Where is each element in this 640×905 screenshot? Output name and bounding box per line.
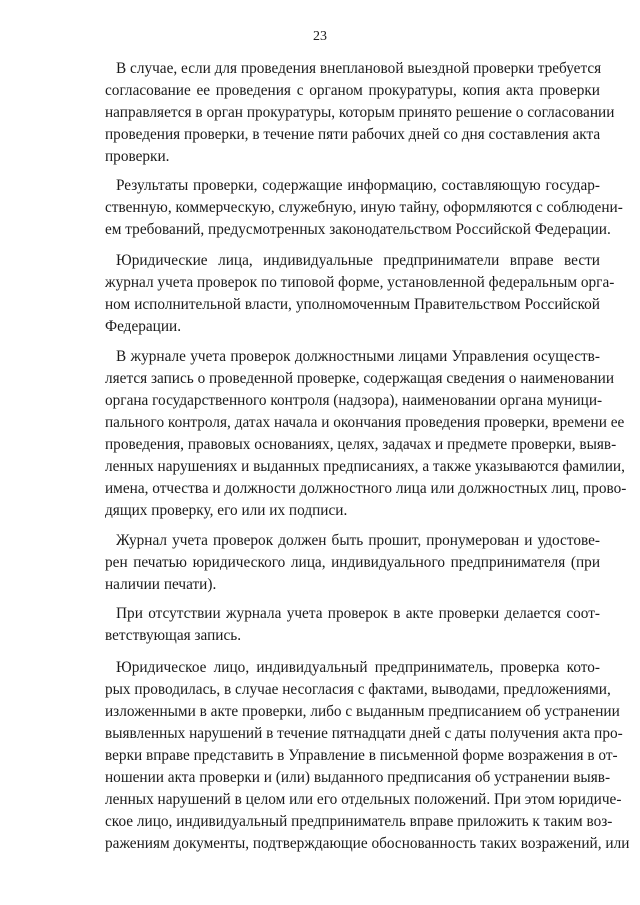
- paragraph-journal-entry-contents: [105, 346, 627, 522]
- paragraph-confidential-results: [105, 175, 623, 241]
- text-line: органа государственного контроля (надзора), наименовании органа муници-: [105, 392, 603, 409]
- text-line: рых проводилась, в случае несогласия с фактами, выводами, предложениями,: [105, 681, 611, 698]
- paragraph-journal-binding: [105, 530, 600, 596]
- paragraph-inspection-copy-to-prosecutor: [105, 58, 615, 168]
- text-line: В журнале учета проверок должностными лицами Управления осуществ-: [116, 348, 600, 365]
- text-line: Юридическое лицо, индивидуальный предприниматель, проверка кото-: [116, 659, 600, 676]
- text-line: ветствующая запись.: [105, 627, 242, 644]
- text-line: ном исполнительной власти, уполномоченным Правительством Российской: [105, 296, 600, 313]
- text-line: рен печатью юридического лица, индивидуального предпринимателя (при: [105, 554, 600, 571]
- text-line: верки вправе представить в Управление в письменной форме возражения в от-: [105, 747, 618, 764]
- text-line: согласование ее проведения с органом прокуратуры, копия акта проверки: [105, 82, 600, 99]
- text-line: Журнал учета проверок должен быть прошит, пронумерован и удостове-: [116, 532, 600, 549]
- paragraph-missing-journal: [105, 603, 600, 647]
- text-line: изложенными в акте проверки, либо с выданным предписанием об устранении: [105, 703, 620, 720]
- page-number: 23: [313, 29, 327, 44]
- text-line: Федерации.: [105, 318, 182, 335]
- text-line: ражениям документы, подтверждающие обоснованность таких возражений, или: [105, 835, 630, 852]
- text-line: ленных нарушений в целом или его отдельных положений. При этом юридиче-: [105, 791, 622, 808]
- text-line: В случае, если для проведения внеплановой выездной проверки требуется: [116, 60, 602, 77]
- text-line: ем требований, предусмотренных законодательством Российской Федерации.: [105, 221, 611, 238]
- text-line: ношении акта проверки и (или) выданного предписания об устранении выяв-: [105, 769, 611, 786]
- text-line: ственную, коммерческую, служебную, иную тайну, оформляются с соблюдени-: [105, 199, 623, 216]
- text-line: Результаты проверки, содержащие информацию, составляющую государ-: [116, 177, 600, 194]
- text-line: проведения проверки, в течение пяти рабочих дней со дня составления акта: [105, 126, 601, 143]
- text-line: Юридические лица, индивидуальные предприниматели вправе вести: [116, 252, 600, 269]
- text-line: журнал учета проверок по типовой форме, установленной федеральным орга-: [105, 274, 615, 291]
- text-line: выявленных нарушений в течение пятнадцати дней с даты получения акта про-: [105, 725, 623, 742]
- text-line: ское лицо, индивидуальный предприниматель вправе приложить к таким воз-: [105, 813, 613, 830]
- paragraph-inspection-journal-right: [105, 250, 615, 338]
- text-line: проведения, правовых основаниях, целях, задачах и предмете проверки, выяв-: [105, 436, 617, 453]
- text-line: наличии печати).: [105, 576, 217, 593]
- text-line: пального контроля, датах начала и окончания проведения проверки, времени ее: [105, 414, 625, 431]
- text-line: При отсутствии журнала учета проверок в акте проверки делается соот-: [116, 605, 600, 622]
- text-line: ленных нарушениях и выданных предписаниях, а также указываются фамилии,: [105, 458, 625, 475]
- text-line: дящих проверку, его или их подписи.: [105, 502, 348, 519]
- paragraph-objections: [105, 657, 630, 855]
- text-line: проверки.: [105, 148, 170, 165]
- text-line: направляется в орган прокуратуры, которым принято решение о согласовании: [105, 104, 615, 121]
- text-line: ляется запись о проведенной проверке, содержащая сведения о наименовании: [105, 370, 615, 387]
- text-line: имена, отчества и должности должностного лица или должностных лиц, прово-: [105, 480, 627, 497]
